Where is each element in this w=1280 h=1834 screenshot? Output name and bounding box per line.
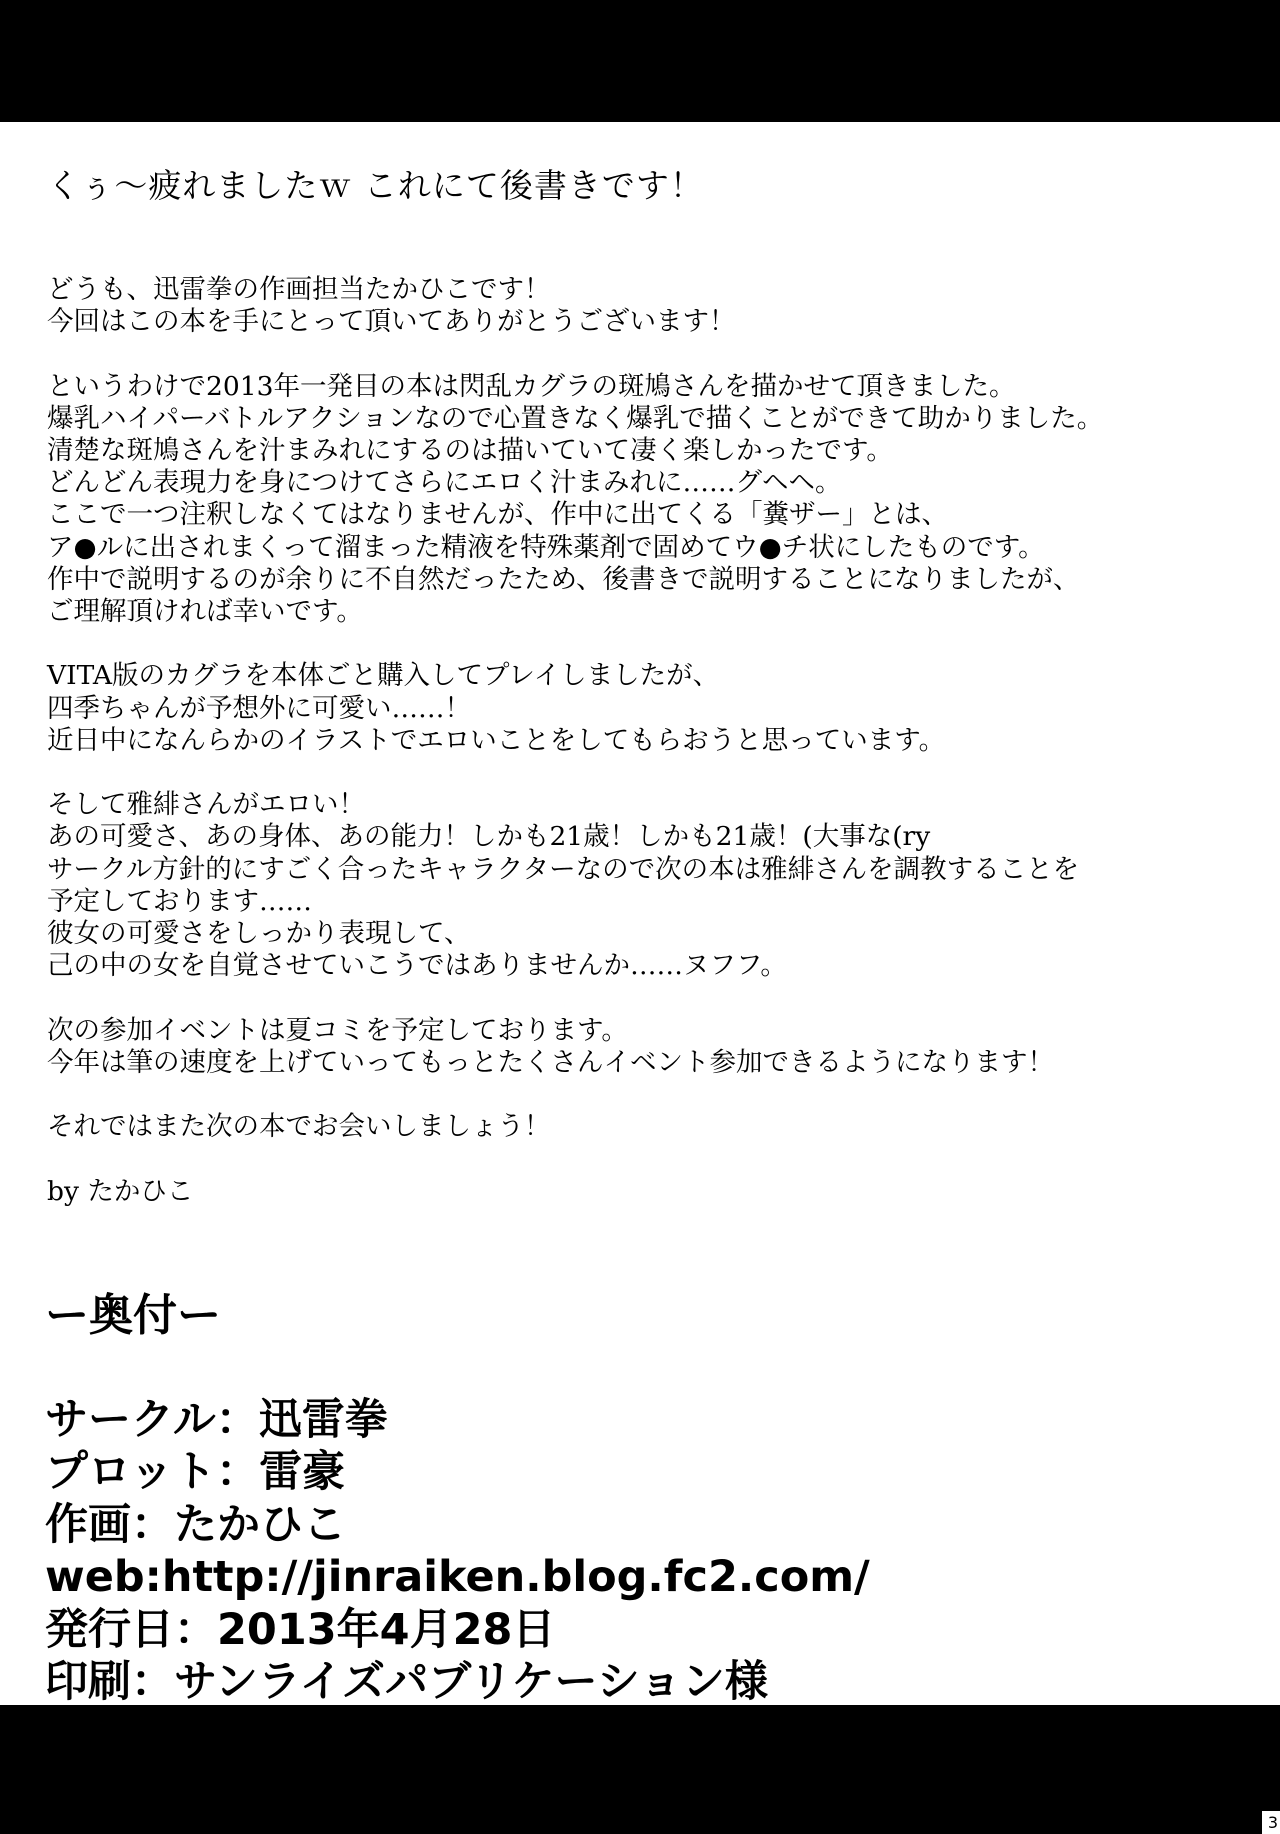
text-line: 四季ちゃんが予想外に可愛い……！: [47, 692, 471, 724]
colophon-printer: 印刷：サンライズパブリケーション様: [45, 1657, 768, 1708]
colophon-date: 発行日：2013年4月28日: [45, 1604, 556, 1655]
paragraph-about-book: [47, 371, 1257, 629]
colophon-art: 作画：たかひこ: [45, 1499, 346, 1550]
text-line: 次の参加イベントは夏コミを予定しております。: [47, 1014, 628, 1046]
colophon: [45, 1394, 870, 1708]
text-line: 己の中の女を自覚させていこうではありませんか……ヌフフ。: [47, 950, 787, 982]
colophon-title: ー奥付ー: [45, 1290, 221, 1341]
text-line: 今回はこの本を手にとって頂いてありがとうございます！: [47, 306, 736, 338]
afterword-heading: くぅ〜疲れましたｗ これにて後書きです！: [47, 166, 704, 205]
paragraph-vita: [47, 660, 1257, 757]
text-line: 今年は筆の速度を上げていってもっとたくさんイベント参加できるようになります！: [47, 1046, 1054, 1078]
colophon-plot: プロット：雷豪: [45, 1447, 346, 1498]
text-line: ご理解頂ければ幸いです。: [47, 596, 363, 628]
paragraph-events: [47, 1015, 1257, 1079]
afterword-body: [47, 274, 1257, 1208]
text-line: どうも、迅雷拳の作画担当たかひこです！: [47, 274, 551, 305]
text-line: というわけで2013年一発目の本は閃乱カグラの斑鳩さんを描かせて頂きました。: [47, 370, 1016, 402]
text-line: それではまた次の本でお会いしましょう！: [47, 1111, 551, 1143]
text-line: 彼女の可愛さをしっかり表現して、: [47, 918, 471, 950]
paragraph-next-book: [47, 789, 1257, 982]
text-line: 予定しております……: [47, 885, 312, 917]
text-line: あの可愛さ、あの身体、あの能力！しかも21歳！しかも21歳！(大事な(ry: [47, 821, 931, 853]
text-line: 作中で説明するのが余りに不自然だったため、後書きで説明することになりましたが、: [47, 563, 1080, 595]
text-line: ここで一つ注釈しなくてはなりませんが、作中に出てくる「糞ザー」とは、: [47, 499, 948, 531]
colophon-web: web:http://jinraiken.blog.fc2.com/: [45, 1552, 870, 1603]
text-line: ア●ルに出されまくって溜まった精液を特殊薬剤で固めてウ●チ状にしたものです。: [47, 531, 1045, 563]
text-line: どんどん表現力を身につけてさらにエロく汁まみれに……グヘヘ。: [47, 467, 842, 499]
paragraph-greeting: [47, 274, 1257, 338]
text-line: VITA版のカグラを本体ごと購入してプレイしましたが、: [47, 660, 720, 692]
paragraph-farewell: [47, 1111, 1257, 1143]
text-line: 爆乳ハイパーバトルアクションなので心置きなく爆乳で描くことができて助かりました。: [47, 402, 1104, 434]
text-line: 清楚な斑鳩さんを汁まみれにするのは描いていて凄く楽しかったです。: [47, 435, 893, 466]
colophon-circle: サークル：迅雷拳: [45, 1395, 388, 1445]
afterword-page: [0, 122, 1280, 1708]
text-line: 近日中になんらかのイラストでエロいことをしてもらおうと思っています。: [47, 724, 946, 756]
text-line: サークル方針的にすごく合ったキャラクターなので次の本は雅緋さんを調教することを: [47, 853, 1080, 885]
page-number: 3: [1262, 1811, 1280, 1834]
text-line: そして雅緋さんがエロい！: [47, 789, 365, 821]
signature: by たかひこ: [47, 1175, 194, 1207]
